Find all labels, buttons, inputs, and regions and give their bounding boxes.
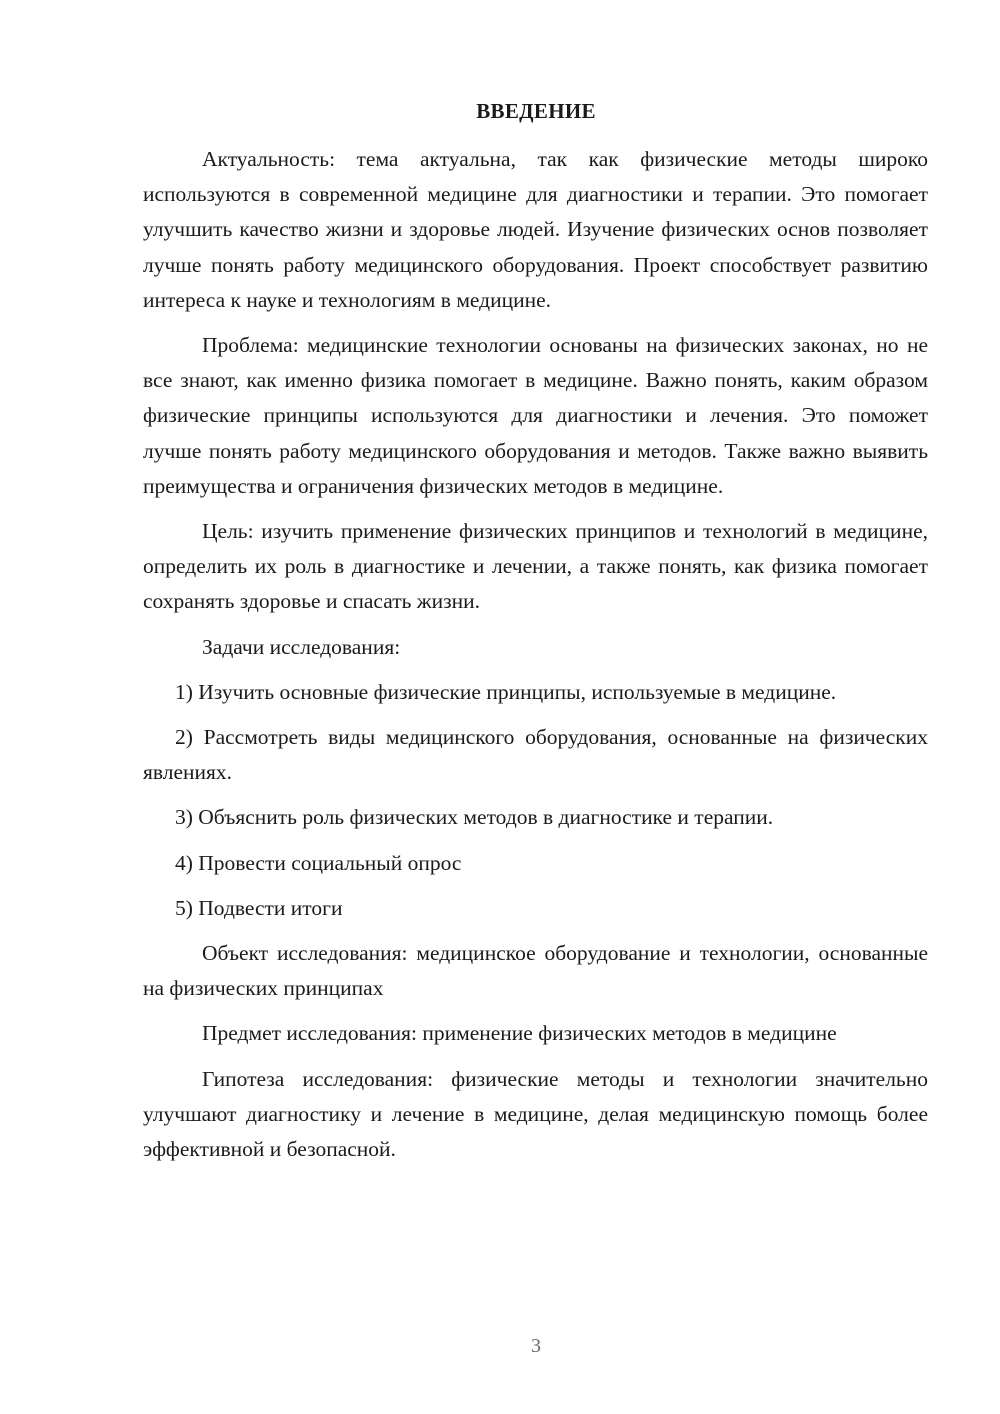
- task-item-3: 3) Объяснить роль физических методов в диагностике и терапии.: [175, 805, 774, 830]
- section-title: ВВЕДЕНИЕ: [476, 99, 596, 123]
- research-subject-paragraph: Предмет исследования: применение физических методов в медицине: [202, 1021, 837, 1046]
- task-item-5: 5) Подвести итоги: [175, 895, 343, 920]
- page-number: 3: [531, 1335, 541, 1357]
- tasks-heading: Задачи исследования:: [202, 634, 401, 659]
- relevance-paragraph: Актуальность: тема актуальна, так как физические методы широко используются в современной медицине для диагностики и терапии. Это помогает улучшить качество жизни и здоровье людей. Изучение физических основ позволяет лучше понять работу медицинского оборудования. Проект способствует развитию интереса к науке и технологиям в медицине.: [143, 147, 928, 312]
- goal-paragraph: Цель: изучить применение физических принципов и технологий в медицине, определить их роль в диагностике и лечении, а также понять, как физика помогает сохранять здоровье и спасать жизни.: [143, 519, 928, 614]
- task-item-2: 2) Рассмотреть виды медицинского оборудования, основанные на физических явлениях.: [143, 725, 928, 785]
- hypothesis-paragraph: Гипотеза исследования: физические методы и технологии значительно улучшают диагностику и лечение в медицине, делая медицинскую помощь более эффективной и безопасной.: [143, 1066, 928, 1162]
- problem-paragraph: Проблема: медицинские технологии основаны на физических законах, но не все знают, как именно физика помогает в медицине. Важно понять, каким образом физические принципы используются для диагностики и лечения. Это поможет лучше понять работу медицинского оборудования и методов. Также важно выявить преимущества и ограничения физических методов в медицине.: [143, 333, 928, 498]
- task-item-4: 4) Провести социальный опрос: [175, 850, 462, 875]
- research-object-paragraph: Объект исследования: медицинское оборудование и технологии, основанные на физических принципах: [143, 941, 928, 1001]
- document-body: [143, 142, 928, 1177]
- task-item-1: 1) Изучить основные физические принципы, используемые в медицине.: [175, 679, 837, 704]
